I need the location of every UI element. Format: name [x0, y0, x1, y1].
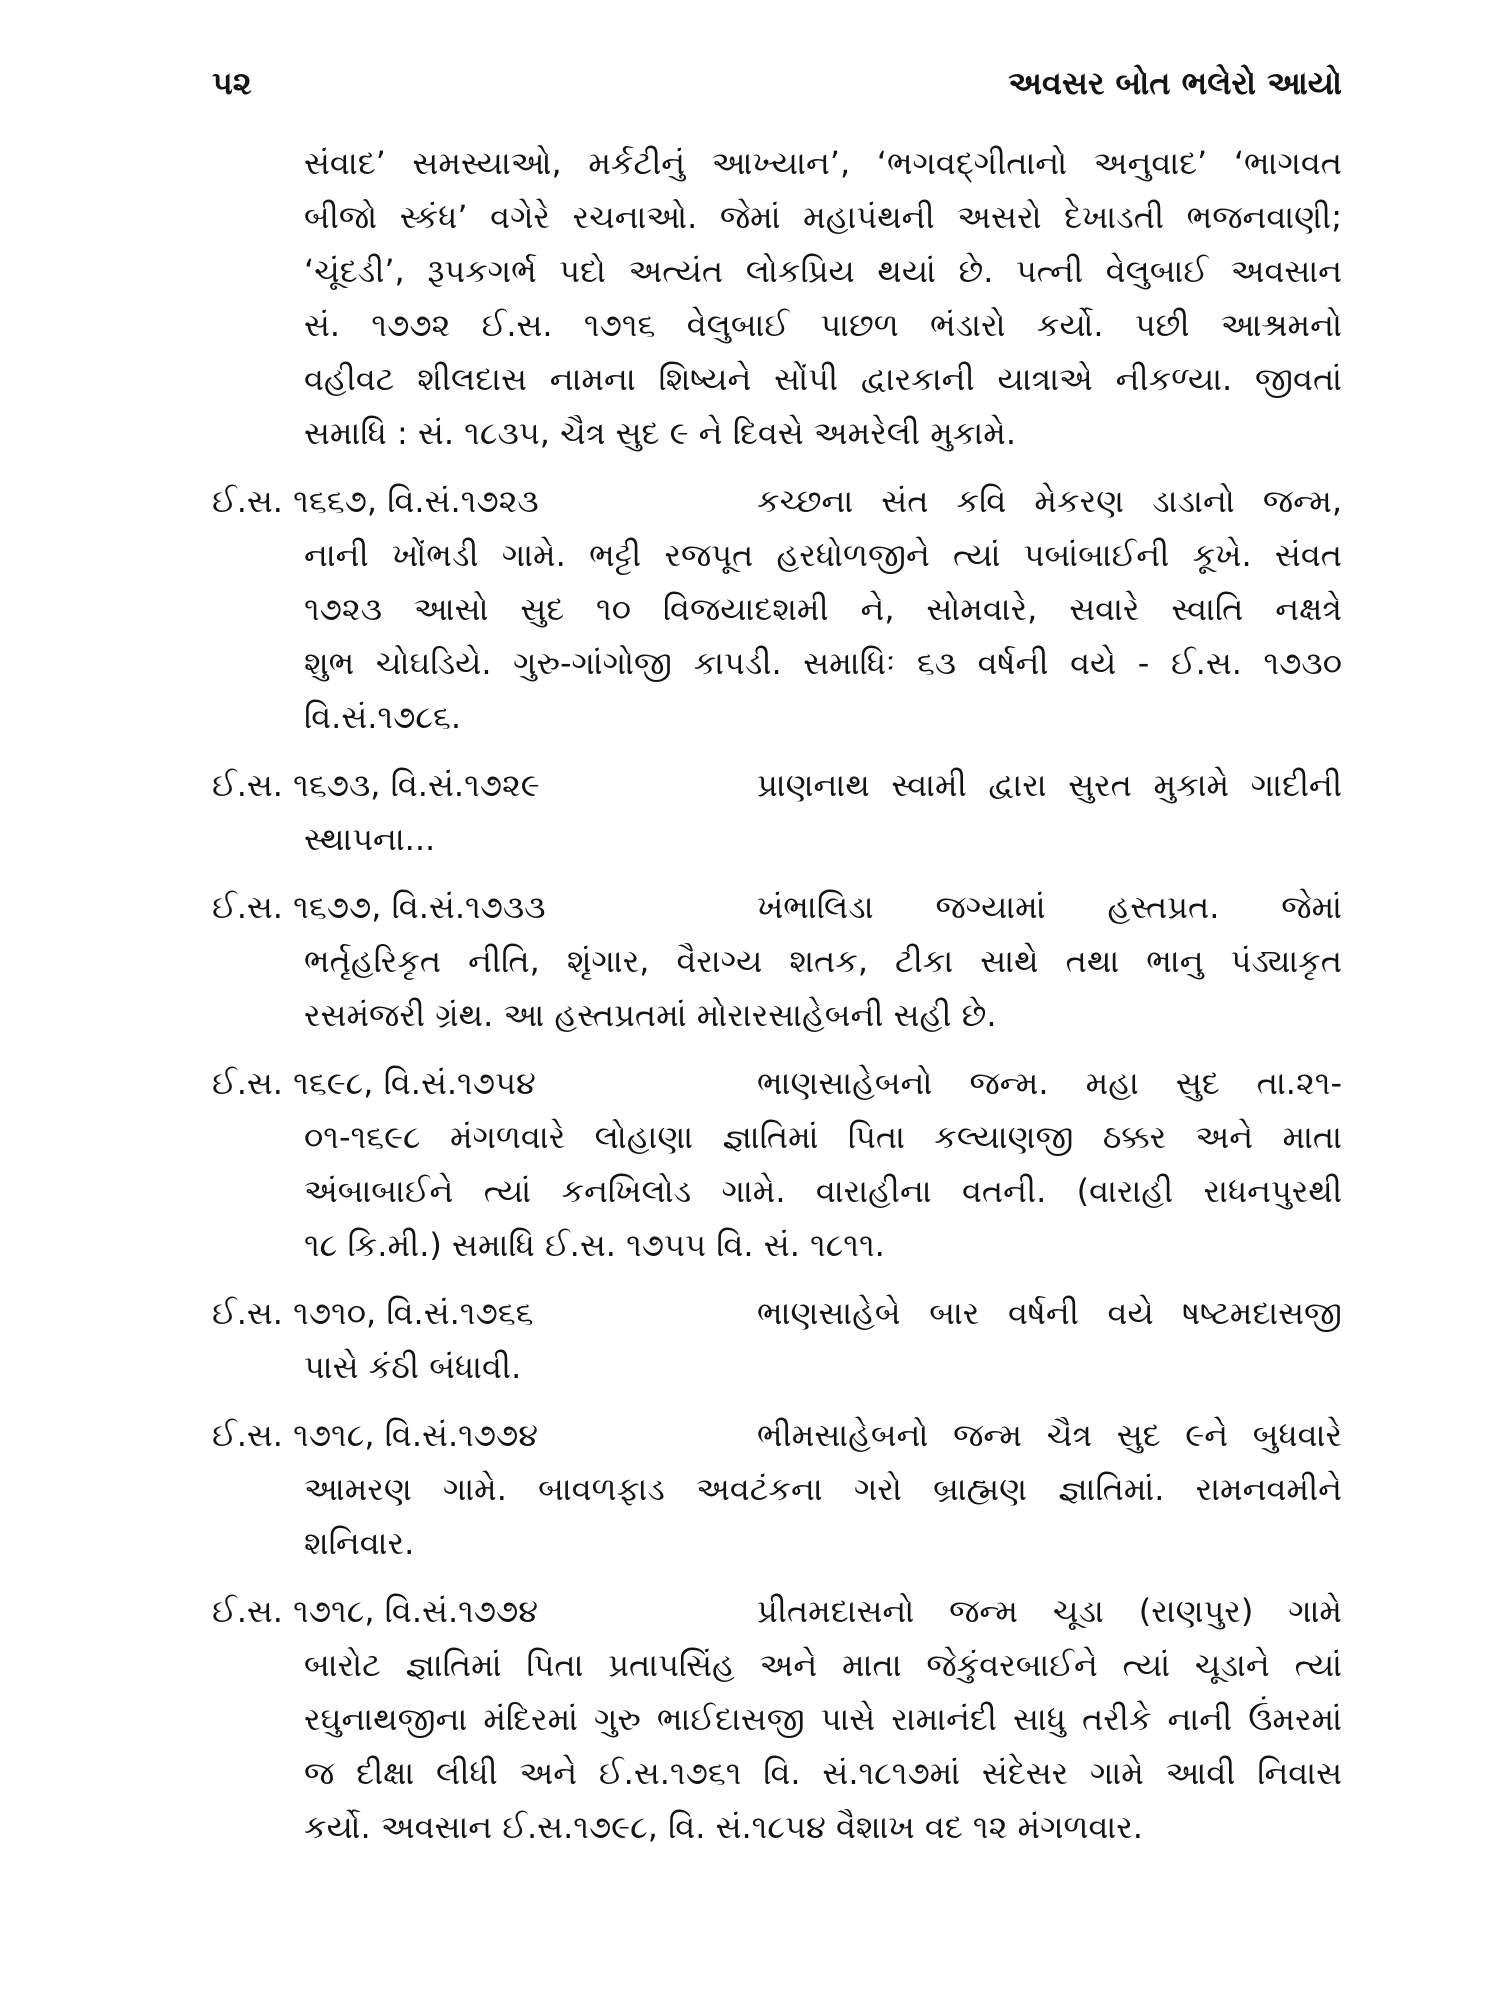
text-line: વહીવટ શીલદાસ નામના શિષ્યને સોંપી દ્વારકાની યાત્રાએ નીકળ્યા. જીવતાં	[304, 360, 1342, 398]
timeline-entry	[212, 474, 1342, 744]
entry-text-line: વિ.સં.૧૭૮૬.	[304, 698, 462, 736]
entry-text-line: ૧૮ કિ.મી.) સમાધિ ઈ.સ. ૧૭૫૫ વિ. સં. ૧૮૧૧.	[304, 1226, 885, 1264]
timeline-entry	[212, 1408, 1342, 1570]
entry-text-line: આમરણ ગામે. બાવળફાડ અવટંકના ગરો બ્રાહ્મણ જ્ઞાતિમાં. રામનવમીને	[304, 1470, 1342, 1508]
timeline-entry	[212, 880, 1342, 1042]
entry-text-line: જ દીક્ષા લીધી અને ઈ.સ.૧૭૬૧ વિ. સં.૧૮૧૭માં સંદેસર ગામે આવી નિવાસ	[304, 1754, 1342, 1792]
entry-text-line: સ્થાપના...	[304, 820, 436, 858]
timeline-entry	[212, 1286, 1342, 1394]
timeline-entry	[212, 1584, 1342, 1854]
entry-text-line: રસમંજરી ગ્રંથ. આ હસ્તપ્રતમાં મોરારસાહેબની સહી છે.	[304, 996, 997, 1034]
entry-date: ઈ.સ. ૧૭૧૮, વિ.સં.૧૭૭૪	[212, 1416, 539, 1454]
entry-text-line: પાસે કંઠી બંધાવી.	[304, 1348, 522, 1386]
entry-heading-text: પ્રીતમદાસનો જન્મ ચૂડા (રાણપુર) ગામે	[757, 1592, 1342, 1630]
timeline-entry	[212, 758, 1342, 866]
entry-heading-text: પ્રાણનાથ સ્વામી દ્વારા સુરત મુકામે ગાદીની	[757, 766, 1342, 804]
entry-date: ઈ.સ. ૧૬૭૭, વિ.સં.૧૭૩૩	[212, 888, 546, 926]
entry-heading-text: ખંભાલિડા જગ્યામાં હસ્તપ્રત. જેમાં	[757, 888, 1342, 926]
entry-heading-text: કચ્છના સંત કવિ મેકરણ ડાડાનો જન્મ,	[757, 482, 1342, 520]
entry-text-line: રઘુનાથજીના મંદિરમાં ગુરુ ભાઈદાસજી પાસે રામાનંદી સાધુ તરીકે નાની ઉંમરમાં	[304, 1700, 1342, 1738]
entry-text-line: કર્યો. અવસાન ઈ.સ.૧૭૯૮, વિ. સં.૧૮૫૪ વૈશાખ વદ ૧૨ મંગળવાર.	[304, 1808, 1143, 1846]
intro-paragraph	[304, 136, 1342, 460]
entry-heading-text: ભાણસાહેબનો જન્મ. મહા સુદ તા.૨૧-	[757, 1064, 1342, 1102]
text-line: ‘ચૂંદડી’, રૂપકગર્ભ પદો અત્યંત લોકપ્રિય થયાં છે. પત્ની વેલુબાઈ અવસાન	[304, 252, 1342, 290]
timeline-entry	[212, 1056, 1342, 1272]
page-number: પ૨	[212, 64, 252, 102]
entry-text-line: શુભ ચોઘડિયે. ગુરુ-ગાંગોજી કાપડી. સમાધિઃ ૬૩ વર્ષની વયે - ઈ.સ. ૧૭૩૦	[304, 644, 1342, 682]
page-body	[212, 136, 1342, 1868]
entry-text-line: નાની ખોંભડી ગામે. ભટ્ટી રજપૂત હરધોળજીને ત્યાં પબાંબાઈની કૂખે. સંવત	[304, 536, 1342, 574]
entry-text-line: ભર્તૃહરિકૃત નીતિ, શૃંગાર, વૈરાગ્ય શતક, ટીકા સાથે તથા ભાનુ પંડ્યાકૃત	[304, 942, 1342, 980]
text-line: સમાધિ : સં. ૧૮૩૫, ચૈત્ર સુદ ૯ ને દિવસે અમરેલી મુકામે.	[304, 414, 1017, 452]
entry-date: ઈ.સ. ૧૭૧૦, વિ.સં.૧૭૬૬	[212, 1294, 534, 1332]
entry-text-line: ૦૧-૧૬૯૮ મંગળવારે લોહાણા જ્ઞાતિમાં પિતા કલ્યાણજી ઠક્કર અને માતા	[304, 1118, 1342, 1156]
entry-text-line: ૧૭૨૩ આસો સુદ ૧૦ વિજયાદશમી ને, સોમવારે, સવારે સ્વાતિ નક્ષત્રે	[304, 590, 1342, 628]
running-title: અવસર બોત ભલેરો આયો	[1008, 64, 1342, 102]
text-line: સંવાદ’ સમસ્યાઓ, મર્કટીનું આખ્યાન’, ‘ભગવદ્ગીતાનો અનુવાદ’ ‘ભાગવત	[304, 144, 1342, 182]
entry-text-line: શનિવાર.	[304, 1524, 415, 1562]
entry-date: ઈ.સ. ૧૬૬૭, વિ.સં.૧૭૨૩	[212, 482, 539, 520]
entry-heading-text: ભીમસાહેબનો જન્મ ચૈત્ર સુદ ૯ને બુધવારે	[757, 1416, 1342, 1454]
entry-text-line: અંબાબાઈને ત્યાં કનખિલોડ ગામે. વારાહીના વતની. (વારાહી રાધનપુરથી	[304, 1172, 1342, 1210]
entry-date: ઈ.સ. ૧૭૧૮, વિ.સં.૧૭૭૪	[212, 1592, 539, 1630]
entry-heading-text: ભાણસાહેબે બાર વર્ષની વયે ષષ્ટમદાસજી	[757, 1294, 1342, 1332]
text-line: બીજો સ્કંધ’ વગેરે રચનાઓ. જેમાં મહાપંથની અસરો દેખાડતી ભજનવાણી;	[304, 198, 1342, 236]
text-line: સં. ૧૭૭૨ ઈ.સ. ૧૭૧૬ વેલુબાઈ પાછળ ભંડારો કર્યો. પછી આશ્રમનો	[304, 306, 1342, 344]
entry-date: ઈ.સ. ૧૬૯૮, વિ.સં.૧૭૫૪	[212, 1064, 536, 1102]
entry-date: ઈ.સ. ૧૬૭૩, વિ.સં.૧૭૨૯	[212, 766, 540, 804]
page-header	[212, 58, 1342, 108]
entry-text-line: બારોટ જ્ઞાતિમાં પિતા પ્રતાપસિંહ અને માતા જેકુંવરબાઈને ત્યાં ચૂડાને ત્યાં	[304, 1646, 1342, 1684]
